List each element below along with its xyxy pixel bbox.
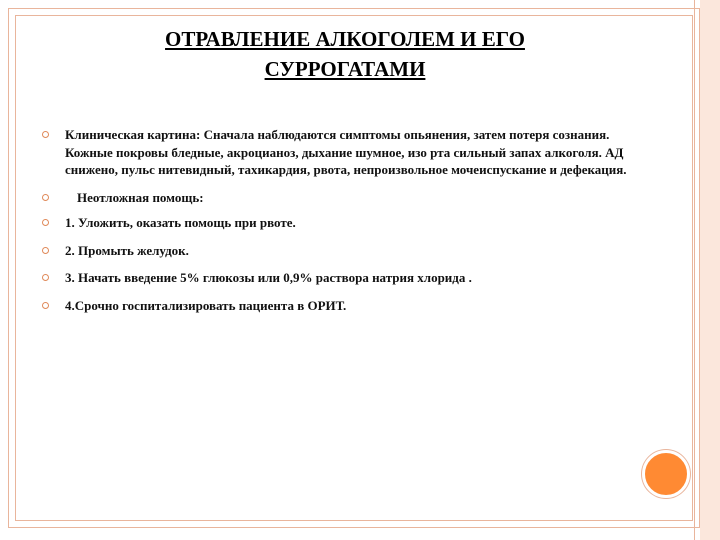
- list-item: [40, 126, 630, 179]
- bullet-circle-icon: [42, 302, 49, 309]
- list-item: [40, 269, 630, 287]
- orange-circle-decoration: [642, 450, 690, 498]
- list-item-text: 2. Промыть желудок.: [65, 242, 189, 258]
- bullet-circle-icon: [42, 247, 49, 254]
- bullet-circle-icon: [42, 131, 49, 138]
- bullet-list: [40, 126, 630, 314]
- list-item-text: 3. Начать введение 5% глюкозы или 0,9% раствора натрия хлорида .: [65, 270, 472, 285]
- bullet-circle-icon: [42, 274, 49, 281]
- list-item: [40, 189, 630, 207]
- title-line-1: ОТРАВЛЕНИЕ АЛКОГОЛЕМ И ЕГО: [165, 27, 525, 51]
- list-item: [40, 214, 630, 232]
- right-decor-band: [700, 0, 720, 540]
- title-line-2: СУРРОГАТАМИ: [264, 57, 426, 81]
- list-item-text: Клиническая картина: Сначала наблюдаются симптомы опьянения, затем потеря сознания. Кожные покровы бледные, акроцианоз, дыхание шумное, изо рта сильный запах алкоголя. АД снижено, пульс нитевидный, тахикардия, рвота, непроизвольное мочеиспускание и дефекация.: [65, 127, 627, 177]
- list-item: [40, 242, 630, 260]
- bullet-circle-icon: [42, 194, 49, 201]
- bullet-circle-icon: [42, 219, 49, 226]
- list-item-text: 1. Уложить, оказать помощь при рвоте.: [65, 215, 296, 230]
- slide-title: [120, 24, 570, 84]
- list-item-text: 4.Срочно госпитализировать пациента в ОРИТ.: [65, 297, 347, 313]
- list-item-text: Неотложная помощь:: [77, 189, 204, 205]
- list-item: [40, 297, 630, 315]
